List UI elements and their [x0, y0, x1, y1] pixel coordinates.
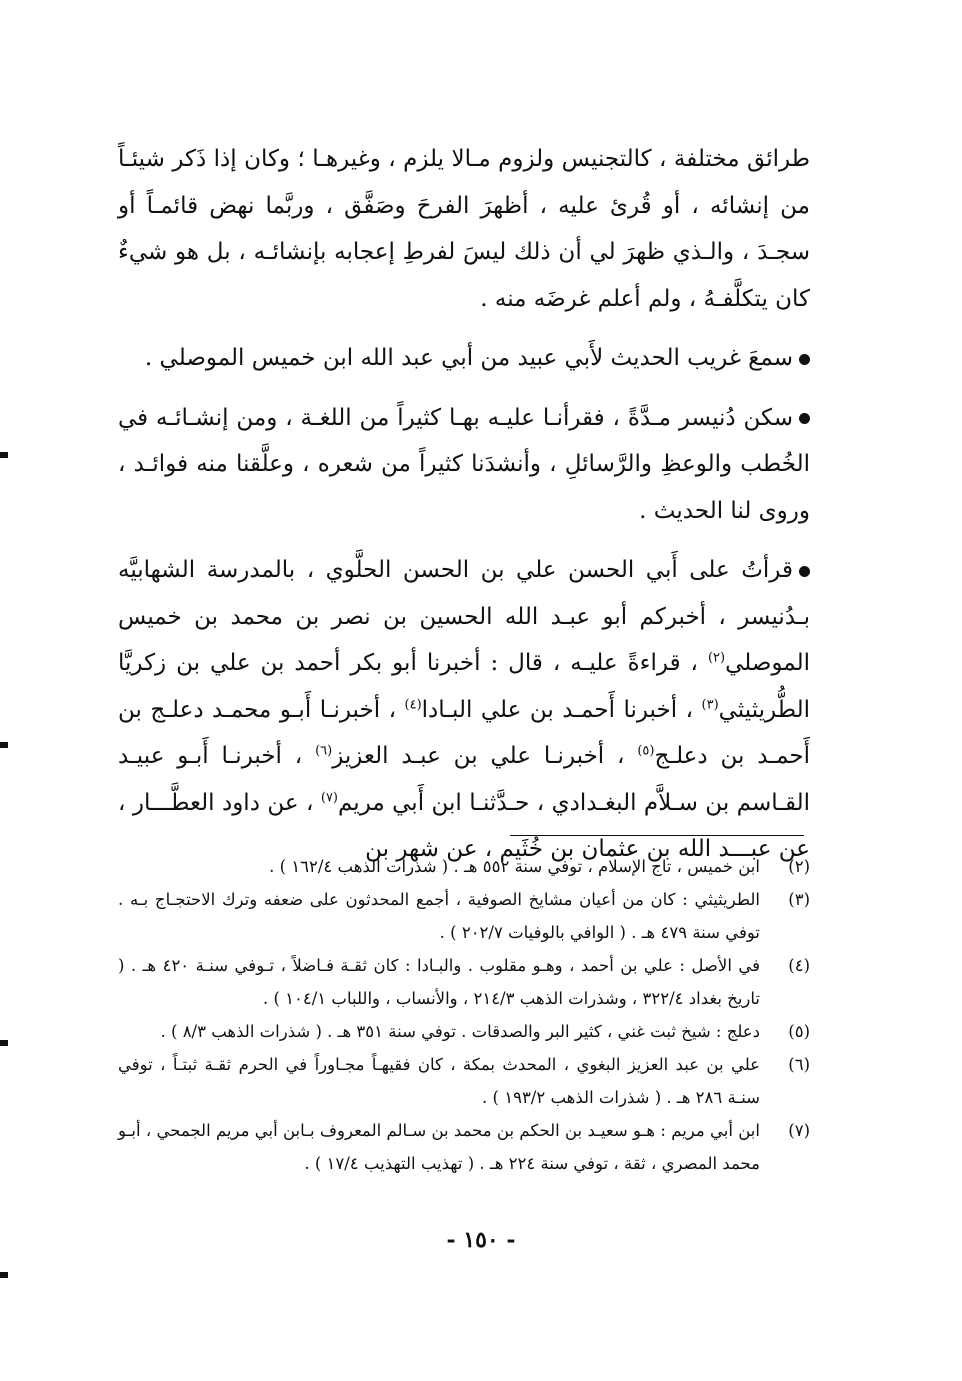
main-text: [118, 136, 810, 873]
paragraph-text: ، أخبرنـا أَبـو عبيـد القـاسم بن سـلاَّم البغـدادي ، حـدَّثنـا ابن أَبي مريم: [118, 743, 810, 816]
scan-edge-mark: [0, 452, 8, 458]
footnote: [118, 1114, 810, 1180]
paragraph: [118, 395, 810, 535]
paragraph: [118, 335, 810, 382]
footnote-number: (٣): [788, 890, 810, 909]
footnote-text: دعلج : شيخ ثبت غني ، كثير البر والصدقات . توفي سنة ٣٥١ هـ . ( شذرات الذهب ٨/٣ ) .: [160, 1022, 760, 1041]
footnote-text: ابن أبي مريم : هـو سعيـد بن الحكم بن محمد بن سـالم المعروف بـابن أبي مريم الجمحي ، أبـو محمد المصري ، ثقة ، توفي سنة ٢٢٤ هـ . ( تهذيب التهذيب ١٧/٤ ) .: [118, 1121, 760, 1173]
footnote-number: (٧): [788, 1121, 810, 1140]
paragraph-text: ، قراءةً عليـه ، قال : أخبرنا أبو بكر أحمد بن علي بن زكريَّا الطُّريثيثي: [118, 650, 810, 723]
footnote-reference: (٢): [707, 650, 726, 666]
paragraph-text: ، عن داود العطَّـــار ، عن عبـــد الله بن عثمان بن خُثَيم ، عن شهر بن: [118, 789, 810, 862]
footnote-number: (٤): [788, 956, 810, 975]
footnote: [118, 949, 810, 1015]
footnote-text: علي بن عبد العزيز البغوي ، المحدث بمكة ، كان فقيهـاً مجـاوراً في الحرم ثقـة ثبتـاً ، توفي سنـة ٢٨٦ هـ . ( شذرات الذهب ١٩٣/٢ ) .: [118, 1055, 760, 1107]
scan-edge-mark: [0, 1040, 8, 1046]
footnote-separator: [510, 835, 804, 836]
paragraph-text: ، أخبرنا أَحمـد بن علي البـادا: [421, 696, 702, 723]
footnote-text: ابن خميس ، تاج الإسلام ، توفي سنة ٥٥٢ هـ . ( شذرات الذهب ١٦٢/٤ ) .: [269, 857, 760, 876]
paragraph-text: ، أخبرنـا علي بن عبـد العزيز: [332, 743, 638, 769]
footnote-reference: (٣): [701, 696, 719, 712]
footnote: [118, 1015, 810, 1048]
footnote-reference: (٤): [404, 696, 422, 712]
footnote-number: (٦): [788, 1055, 810, 1074]
footnote-number: (٢): [788, 857, 810, 876]
footnote: [118, 1048, 810, 1114]
paragraph-text: ، أخبرنـا أَبـو محمـد دعلـج بن أَحمـد بن دعلـج: [118, 696, 810, 769]
bullet-icon: [799, 566, 810, 577]
footnotes: [118, 850, 810, 1180]
footnote-reference: (٦): [315, 743, 333, 759]
footnote-number: (٥): [788, 1022, 810, 1041]
footnote: [118, 883, 810, 949]
page-number: - ١٥٠ -: [446, 1227, 516, 1253]
scan-edge-mark: [0, 1272, 8, 1278]
footnote-text: في الأصل : علي بن أحمد ، وهـو مقلوب . والبـادا : كان ثقـة فـاضلاً ، تـوفي سنـة ٤٢٠ هـ . ( تاريخ بغداد ٣٢٢/٤ ، وشذرات الذهب ٢١٤/٣ ، والأنساب ، واللباب ١٠٤/١ ) .: [118, 956, 761, 1008]
bullet-icon: [799, 413, 810, 424]
footnote-reference: (٥): [637, 743, 655, 759]
paragraph-text: سكن دُنيسر مـدَّةً ، فقرأنـا عليـه بهـا كثيراً من اللغـة ، ومن إنشـائـه في الخُطب والوعظِ والرَّسائلِ ، وأنشدَنا كثيراً من شعره ، وعلَّقنا منه فوائـد ، وروى لنا الحديث .: [118, 404, 810, 524]
paragraph: [118, 547, 810, 873]
scan-edge-mark: [0, 742, 8, 748]
footnote-text: الطريثيثي : كان من أعيان مشايخ الصوفية ، أجمع المحدثون على ضعفه وترك الاحتجـاج بـه . توفي سنة ٤٧٩ هـ . ( الوافي بالوفيات ٢٠٢/٧ ) .: [118, 890, 760, 942]
bullet-icon: [799, 354, 810, 365]
footnote-reference: (٧): [320, 789, 338, 805]
footnote: [118, 850, 810, 883]
paragraph-text: طرائق مختلفة ، كالتجنيس ولزوم مـالا يلزم ، وغيرهـا ؛ وكان إذا ذَكر شيئـاً من إنشائه ، أو قُرئ عليه ، أظهرَ الفرحَ وصَفَّق ، وربَّما نهض قائمـاً أو سجـدَ ، والـذي ظهرَ لي أن ذلك ليسَ لفرطِ إعجابه بإنشائـه ، بل هو شيءٌ كان يتكلَّفـهُ ، ولم أعلم غرضَه منه .: [118, 146, 810, 312]
paragraph-text: قرأتُ على أَبي الحسن علي بن الحسن الحلَّوي ، بالمدرسة الشهابيَّه بـدُنيسر ، أخبركم أبو عبـد الله الحسين بن نصر بن محمد بن خميس الموصلي: [118, 557, 810, 676]
paragraph: [118, 136, 810, 322]
paragraph-text: سمعَ غريب الحديث لأَبي عبيد من أبي عبد الله ابن خميس الموصلي .: [144, 345, 793, 371]
